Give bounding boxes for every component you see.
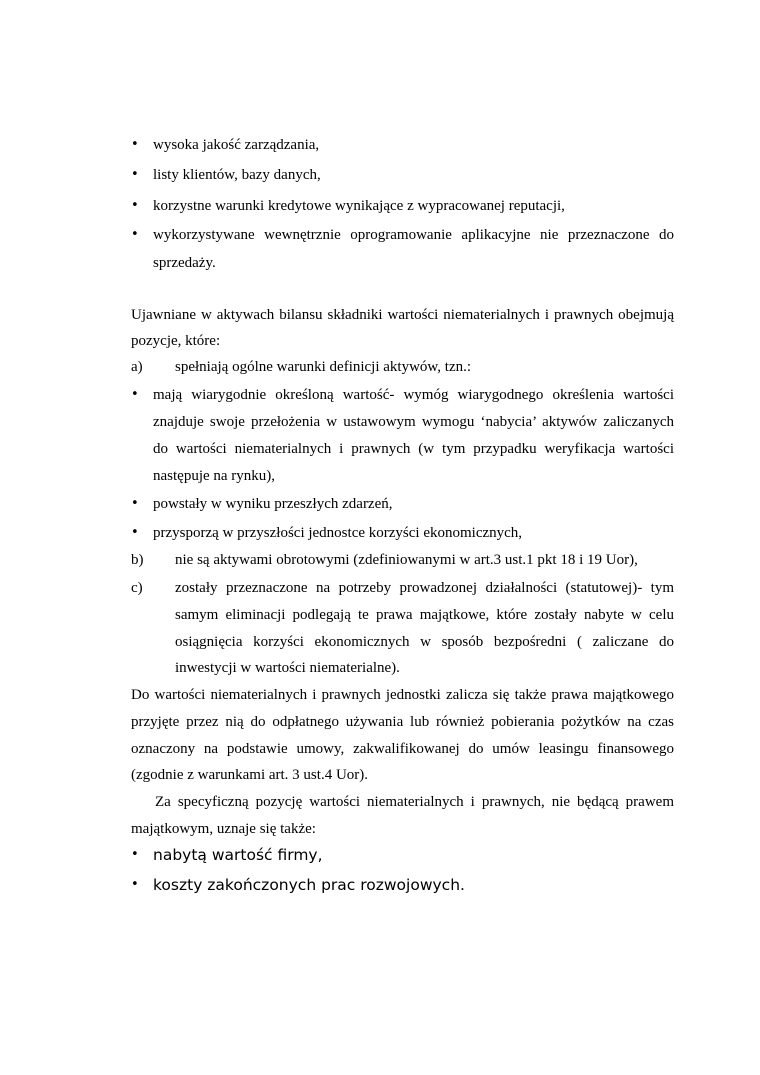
paragraph-line: (zgodnie z warunkami art. 3 ust.4 Uor). [131,767,369,783]
bullet-marker: • [131,198,139,213]
list-item-continuation: do wartości niematerialnych i prawnych (w tym przypadku weryfikacja wartości [153,441,674,457]
item-c-line: zostały przeznaczone na potrzeby prowadzonej działalności (statutowej)- tym [175,580,674,596]
bullet-marker: • [131,167,139,182]
item-b-marker: b) [131,552,144,568]
list-item: wykorzystywane wewnętrznie oprogramowanie aplikacyjne nie przeznaczone do [153,227,674,243]
bullet-marker: • [131,227,139,242]
list-item: listy klientów, bazy danych, [153,167,321,183]
bullet-marker: • [131,496,139,511]
item-a-marker: a) [131,359,143,375]
paragraph-line: oznaczony na podstawie umowy, zakwalifikowanej do umów leasingu finansowego [131,741,674,757]
item-c-line: inwestycji w wartości niematerialne). [175,660,400,676]
paragraph-line: pozycje, które: [131,333,221,349]
list-item-continuation: następuje na rynku), [153,468,276,484]
paragraph-line: Do wartości niematerialnych i prawnych jednostki zalicza się także prawa majątkowego [131,687,674,703]
list-item: powstały w wyniku przeszłych zdarzeń, [153,496,393,512]
paragraph-line: przyjęte przez nią do odpłatnego używania lub również pobierania pożytków na czas [131,714,674,730]
list-item-continuation: sprzedaży. [153,255,216,271]
item-c-line: samym eliminacji podlegają te prawa majątkowe, które zostały nabyte w celu [175,607,674,623]
paragraph-line: majątkowym, uznaje się także: [131,821,316,837]
list-item: przysporzą w przyszłości jednostce korzyści ekonomicznych, [153,525,523,541]
bullet-marker: • [131,525,139,540]
bullet-marker: • [131,387,139,402]
bullet-marker: • [131,877,139,892]
list-item: nabytą wartość firmy, [153,846,323,864]
item-b-text: nie są aktywami obrotowymi (zdefiniowanymi w art.3 ust.1 pkt 18 i 19 Uor), [175,552,638,568]
bullet-marker: • [131,137,139,152]
list-item-continuation: znajduje swoje przełożenia w ustawowym wymogu ‘nabycia’ aktywów zaliczanych [153,414,674,430]
paragraph-line: Ujawniane w aktywach bilansu składniki wartości niematerialnych i prawnych obejmują [131,307,674,323]
list-item: wysoka jakość zarządzania, [153,137,320,153]
item-c-marker: c) [131,580,143,596]
list-item: mają wiarygodnie określoną wartość- wymóg wiarygodnego określenia wartości [153,387,674,403]
paragraph-line: Za specyficzną pozycję wartości niematerialnych i prawnych, nie będącą prawem [155,794,674,810]
list-item: koszty zakończonych prac rozwojowych. [153,876,465,894]
bullet-marker: • [131,847,139,862]
item-a-text: spełniają ogólne warunki definicji aktywów, tzn.: [175,359,472,375]
list-item: korzystne warunki kredytowe wynikające z wypracowanej reputacji, [153,198,565,214]
item-c-line: osiągnięcia korzyści ekonomicznych w sposób bezpośredni ( zaliczane do [175,634,674,650]
